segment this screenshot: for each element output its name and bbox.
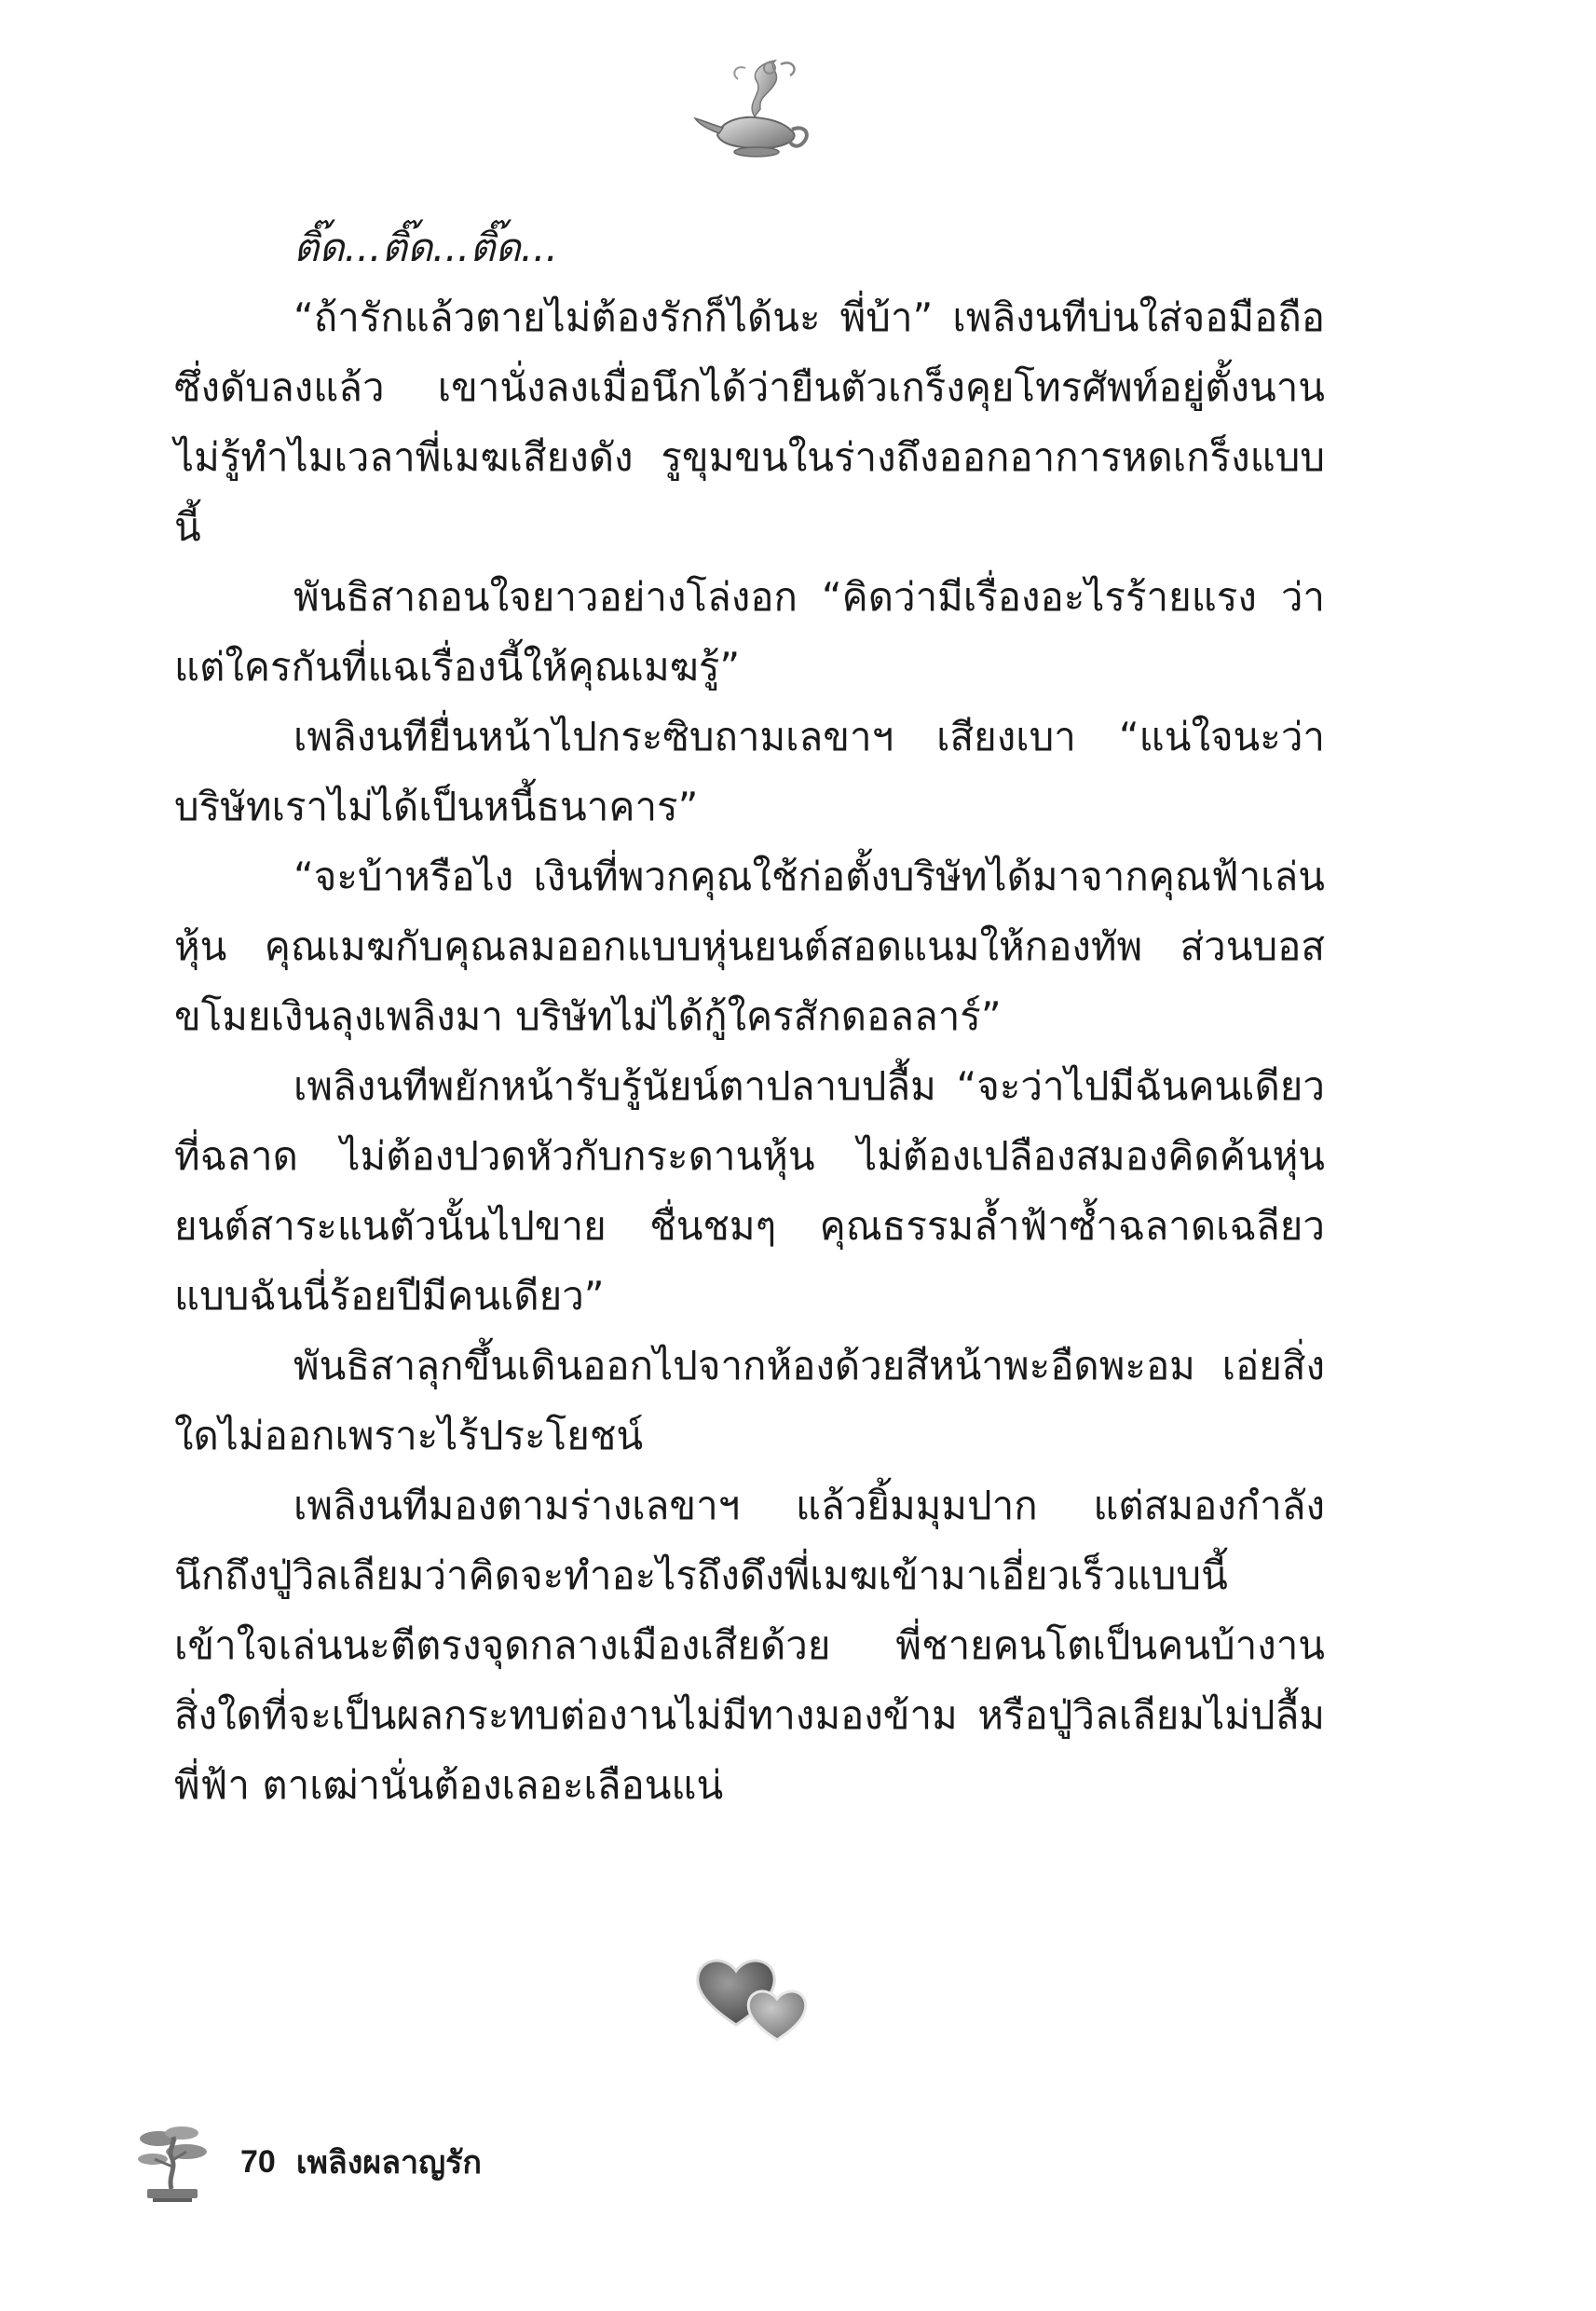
paragraph: เพลิงนทียื่นหน้าไปกระซิบถามเลขาฯ เสียงเบา “แน่ใจนะว่าบริษัทเราไม่ได้เป็นหนี้ธนาคาร” [174,714,1325,829]
bonsai-icon [130,2120,214,2204]
paragraph: เพลิงนทีพยักหน้ารับรู้นัยน์ตาปลาบปลื้ม “จะว่าไปมีฉันคนเดียวที่ฉลาด ไม่ต้องปวดหัวกับกระดานหุ้น ไม่ต้องเปลืองสมองคิดค้นหุ่นยนต์สาระแนตัวนั้นไปขาย ชื่นชมๆ คุณธรรมล้ำฟ้าซ้ำฉลาดเฉลียวแบบฉันนี่ร้อยปีมีคนเดียว” [174,1063,1325,1319]
page-footer [130,2120,482,2204]
paragraph: เพลิงนทีมองตามร่างเลขาฯ แล้วยิ้มมุมปาก แต่สมองกำลังนึกถึงปู่วิลเลียมว่าคิดจะทำอะไรถึงดึงพี่เมฆเข้ามาเอี่ยวเร็วแบบนี้ เข้าใจเล่นนะตีตรงจุดกลางเมืองเสียด้วย พี่ชายคนโตเป็นคนบ้างาน สิ่งใดที่จะเป็นผลกระทบต่องานไม่มีทางมองข้าม หรือปู่วิลเลียมไม่ปลื้มพี่ฟ้า ตาเฒ่านั่นต้องเลอะเลือนแน่ [174,1483,1325,1808]
story-text [174,212,1325,1820]
book-title: เพลิงผลาญรัก [295,2144,482,2181]
genie-lamp-icon [689,51,820,163]
paragraph: พันธิสาลุกขึ้นเดินออกไปจากห้องด้วยสีหน้าพะอืดพะอม เอ่ยสิ่งใดไม่ออกเพราะไร้ประโยชน์ [174,1343,1325,1458]
page-number: 70 [240,2143,276,2180]
hearts-icon [689,1943,820,2045]
paragraph: พันธิสาถอนใจยาวอย่างโล่งอก “คิดว่ามีเรื่องอะไรร้ายแรง ว่าแต่ใครกันที่แฉเรื่องนี้ให้คุณเมฆรู้” [174,574,1325,690]
paragraph: “ถ้ารักแล้วตายไม่ต้องรักก็ได้นะ พี่บ้า” เพลิงนทีบ่นใส่จอมือถือซึ่งดับลงแล้ว เขานั่งลงเมื่อนึกได้ว่ายืนตัวเกร็งคุยโทรศัพท์อยู่ตั้งนาน ไม่รู้ทำไมเวลาพี่เมฆเสียงดัง รูขุมขนในร่างถึงออกอาการหดเกร็งแบบนี้ [174,294,1325,550]
sound-effect-line: ติ๊ด...ติ๊ด...ติ๊ด... [293,225,558,270]
paragraph: “จะบ้าหรือไง เงินที่พวกคุณใช้ก่อตั้งบริษัทได้มาจากคุณฟ้าเล่นหุ้น คุณเมฆกับคุณลมออกแบบหุ่นยนต์สอดแนมให้กองทัพ ส่วนบอสขโมยเงินลุงเพลิงมา บริษัทไม่ได้กู้ใครสักดอลลาร์” [174,854,1325,1039]
